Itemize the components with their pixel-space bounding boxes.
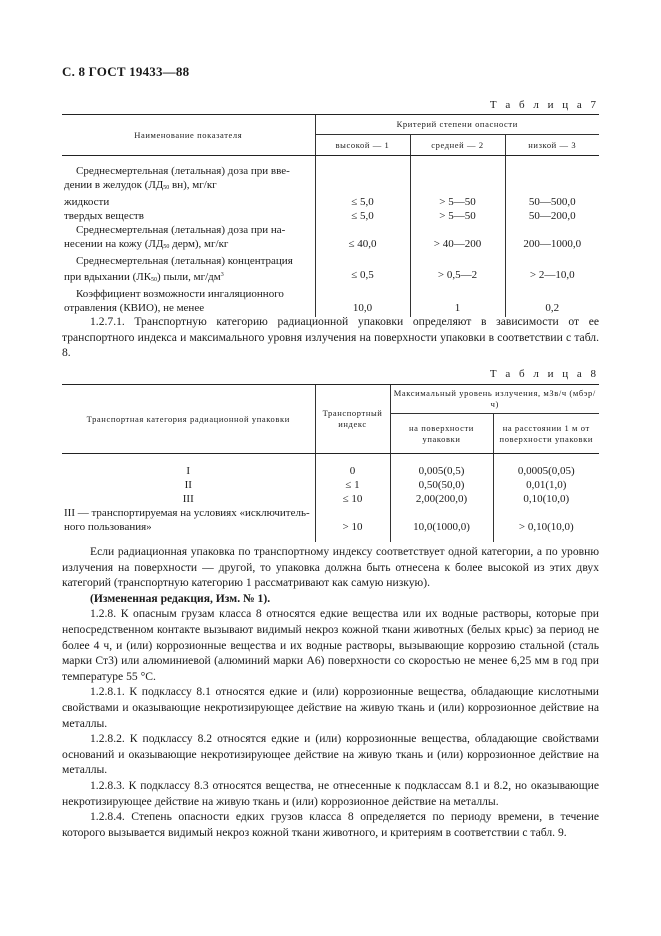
table-row — [62, 478, 599, 492]
t7-r3-name: твердых веществ — [64, 210, 144, 222]
t7-r5-low: > 2—10,0 — [505, 268, 599, 287]
table-row — [62, 464, 599, 478]
t8-r2-surface: 0,50(50,0) — [390, 478, 493, 492]
t8-r1-distance: 0,0005(0,05) — [493, 464, 599, 478]
t7-r6-medium: 1 — [410, 301, 505, 315]
paragraph-1281: 1.2.8.1. К подклассу 8.1 относятся едкие и (или) коррозионные вещества, обладающие кислотными свойствами и оказывающие некротизирующее действие на живую ткань и (или) коррозионное действие на металлы. — [62, 685, 599, 730]
section-1271 — [62, 314, 599, 361]
t7-r5-high: ≤ 0,5 — [315, 268, 410, 287]
paragraph-amendment-note: (Измененная редакция, Изм. № 1). — [90, 591, 271, 605]
t7-r2-low: 50—500,0 — [505, 195, 599, 209]
paragraph-1284: 1.2.8.4. Степень опасности едких грузов класса 8 определяется по периоду времени, в течение которого вызывается видимый некроз кожной ткани животного, и критериям в соответствии с табл. 9. — [62, 810, 599, 839]
table-row — [62, 164, 599, 178]
t7-r4-line2: несении на кожу (ЛД50 дерм), мг/кг — [64, 238, 229, 250]
t7-r6-line1: Коэффициент возможности ингаляционного — [76, 288, 284, 300]
table-row — [62, 287, 599, 301]
t7-r4-low: 200—1000,0 — [505, 237, 599, 254]
page-header: С. 8 ГОСТ 19433—88 — [62, 64, 190, 79]
t8-r4-index: > 10 — [315, 520, 390, 534]
paragraph-1271: 1.2.7.1. Транспортную категорию радиационной упаковки определяют в зависимости от ее транспортного индекса и максимального уровня излучения на поверхности упаковки в соответствии с табл. 8. — [62, 315, 599, 360]
t7-r5-line2: при вдыхании (ЛК50) пыли, $мг/дм^3$ — [64, 271, 224, 283]
t7-r5-line1: Среднесмертельная (летальная) концентрация — [76, 255, 293, 267]
t7-header-high: высокой — 1 — [315, 135, 410, 156]
table-row — [62, 195, 599, 209]
t8-r2-index: ≤ 1 — [315, 478, 390, 492]
table-7-caption: Т а б л и ц а 7 — [489, 99, 599, 111]
t8-header-surface: на поверхности упаковки — [390, 414, 493, 454]
table-8 — [62, 384, 599, 542]
t8-r1-surface: 0,005(0,5) — [390, 464, 493, 478]
table-7 — [62, 114, 599, 317]
t8-r2-distance: 0,01(1,0) — [493, 478, 599, 492]
t7-r2-name: жидкости — [64, 196, 110, 208]
table-row — [62, 268, 599, 287]
t8-r2-category: II — [184, 479, 192, 491]
t7-r3-high: ≤ 5,0 — [315, 209, 410, 223]
t7-r3-medium: > 5—50 — [410, 209, 505, 223]
t7-r6-line2: отравления (КВИО), не менее — [64, 302, 205, 314]
t7-header-name: Наименование показателя — [62, 115, 315, 156]
t7-header-criterion: Критерий степени опасности — [315, 115, 599, 135]
table-row — [62, 178, 599, 195]
t7-header-low: низкой — 3 — [505, 135, 599, 156]
table-row — [62, 506, 599, 520]
table-row — [62, 209, 599, 223]
paragraph-128: 1.2.8. К опасным грузам класса 8 относятся едкие вещества или их водные растворы, которые при непосредственном контакте вызывают видимый некроз кожной ткани животных (белых крыс) за период не более 4 ч, и (или) коррозионные вещества и их водные растворы, вызывающие коррозию стальной (сталь марки Ст3) или алюминиевой (алюминий марки А6) поверхности со скоростью не менее 6,25 мм в год при температуре 55 °С. — [62, 607, 599, 683]
t8-r4-line1: III — транспортируемая на условиях «исключитель- — [64, 507, 310, 519]
table-8-caption: Т а б л и ц а 8 — [489, 368, 599, 380]
t8-header-max-radiation: Максимальный уровень излучения, мЗв/ч (мбэр/ч) — [390, 385, 599, 414]
t7-r2-high: ≤ 5,0 — [315, 195, 410, 209]
paragraph-category-rule: Если радиационная упаковка по транспортному индексу соответствует одной категории, а по уровню излучения на поверхности — другой, то упаковка должна быть отнесена к более высокой из этих двух категорий (транспортную категорию 1 рассматривают как самую низкую). — [62, 545, 599, 590]
t7-r5-medium: > 0,5—2 — [410, 268, 505, 287]
table-row — [62, 520, 599, 534]
t8-r1-category: I — [186, 465, 191, 477]
t7-r6-low: 0,2 — [505, 301, 599, 315]
t8-r3-index: ≤ 10 — [315, 492, 390, 506]
t8-header-category: Транспортная категория радиационной упаковки — [62, 385, 315, 454]
t7-r6-high: 10,0 — [315, 301, 410, 315]
t8-r4-line2: ного пользования» — [64, 521, 152, 533]
t8-r1-index: 0 — [315, 464, 390, 478]
t8-r3-category: III — [182, 493, 194, 505]
t7-r1-line1: Среднесмертельная (летальная) доза при вве- — [76, 165, 290, 177]
t7-r3-low: 50—200,0 — [505, 209, 599, 223]
table-row — [62, 237, 599, 254]
t7-r2-medium: > 5—50 — [410, 195, 505, 209]
table-row — [62, 301, 599, 315]
paragraph-1283: 1.2.8.3. К подклассу 8.3 относятся вещества, не отнесенные к подклассам 8.1 и 8.2, но оказывающие некротизирующее действие на живую ткань и (или) коррозионное действие на металлы. — [62, 778, 599, 808]
t8-header-distance: на расстоянии 1 м от поверхности упаковки — [493, 414, 599, 454]
t7-r4-medium: > 40—200 — [410, 237, 505, 254]
table-row — [62, 223, 599, 237]
t8-r3-distance: 0,10(10,0) — [493, 492, 599, 506]
table-row — [62, 492, 599, 506]
t8-header-index: Транспортный индекс — [315, 385, 390, 454]
t7-header-medium: средней — 2 — [410, 135, 505, 156]
table-row — [62, 254, 599, 268]
t7-r4-high: ≤ 40,0 — [315, 237, 410, 254]
t8-r3-surface: 2,00(200,0) — [390, 492, 493, 506]
body-sections — [62, 544, 599, 840]
t7-r1-line2: дении в желудок (ЛД50 вн), мг/кг — [64, 179, 217, 191]
t8-r4-surface: 10,0(1000,0) — [390, 520, 493, 534]
t7-r4-line1: Среднесмертельная (летальная) доза при на- — [76, 224, 286, 236]
paragraph-1282: 1.2.8.2. К подклассу 8.2 относятся едкие и (или) коррозионные вещества, обладающие свойствами оснований и оказывающие некротизирующее действие на живую ткань и (или) коррозионное действие на металлы. — [62, 732, 599, 777]
t8-r4-distance: > 0,10(10,0) — [493, 520, 599, 534]
